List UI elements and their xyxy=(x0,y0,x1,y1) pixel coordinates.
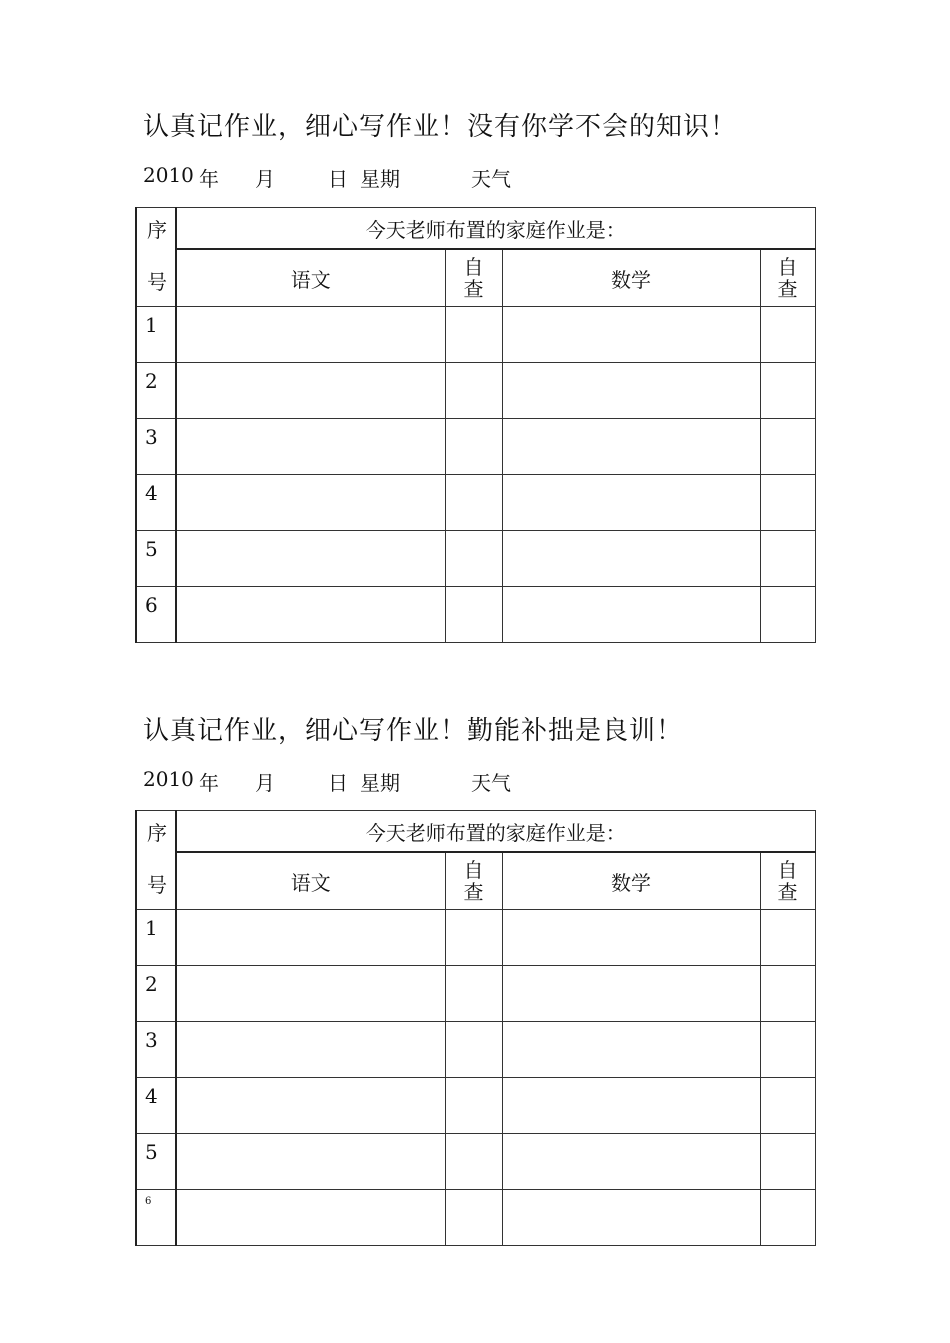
table-row xyxy=(136,587,815,643)
check-cell[interactable] xyxy=(445,1078,502,1134)
math-cell[interactable] xyxy=(502,419,760,475)
seq-header-top: 序 xyxy=(147,218,167,242)
check-cell[interactable] xyxy=(760,1078,815,1134)
math-cell[interactable] xyxy=(502,587,760,643)
check-cell[interactable] xyxy=(445,1134,502,1190)
homework-table xyxy=(135,207,816,643)
row-number: 4 xyxy=(136,1078,176,1134)
table-row xyxy=(136,966,815,1022)
row-number: 6 xyxy=(136,587,176,643)
table-row xyxy=(136,307,815,363)
table-row xyxy=(136,475,815,531)
year-value: 2010 xyxy=(143,767,194,791)
math-cell[interactable] xyxy=(502,363,760,419)
check-cell[interactable] xyxy=(445,1022,502,1078)
check-cell[interactable] xyxy=(760,966,815,1022)
row-number: 1 xyxy=(136,307,176,363)
check-cell[interactable] xyxy=(760,475,815,531)
check-cell[interactable] xyxy=(760,1022,815,1078)
table-row xyxy=(136,1190,815,1246)
row-number: 4 xyxy=(136,475,176,531)
motto-text: 认真记作业，细心写作业！没有你学不会的知识！ xyxy=(143,112,738,142)
self-check-bottom: 查 xyxy=(777,277,798,301)
self-check-bottom: 查 xyxy=(777,880,798,904)
check-cell[interactable] xyxy=(760,910,815,966)
table-row xyxy=(136,419,815,475)
table-row xyxy=(136,910,815,966)
math-cell[interactable] xyxy=(502,1022,760,1078)
math-cell[interactable] xyxy=(502,531,760,587)
chinese-cell[interactable] xyxy=(176,1190,445,1246)
check-cell[interactable] xyxy=(445,363,502,419)
self-check-top: 自 xyxy=(777,255,798,279)
year-value: 2010 xyxy=(143,163,194,187)
math-cell[interactable] xyxy=(502,1190,760,1246)
self-check-header xyxy=(760,852,815,910)
math-cell[interactable] xyxy=(502,910,760,966)
chinese-cell[interactable] xyxy=(176,587,445,643)
motto-text: 认真记作业，细心写作业！勤能补拙是良训！ xyxy=(143,716,684,746)
math-header: 数学 xyxy=(502,852,760,910)
table-row xyxy=(136,1134,815,1190)
year-label: 年 xyxy=(199,167,219,191)
seq-header-bottom: 号 xyxy=(147,270,167,294)
self-check-top: 自 xyxy=(463,858,484,882)
month-label: 月 xyxy=(255,771,275,795)
self-check-header xyxy=(445,249,502,307)
self-check-top: 自 xyxy=(463,255,484,279)
check-cell[interactable] xyxy=(760,1190,815,1246)
row-number: 3 xyxy=(136,1022,176,1078)
seq-header-top: 序 xyxy=(147,821,167,845)
self-check-bottom: 查 xyxy=(463,277,484,301)
weekday-label: 星期 xyxy=(360,771,400,795)
math-cell[interactable] xyxy=(502,1134,760,1190)
chinese-cell[interactable] xyxy=(176,419,445,475)
month-label: 月 xyxy=(255,167,275,191)
check-cell[interactable] xyxy=(445,419,502,475)
row-number: 2 xyxy=(136,363,176,419)
row-number: 2 xyxy=(136,966,176,1022)
chinese-cell[interactable] xyxy=(176,966,445,1022)
weather-label: 天气 xyxy=(471,771,511,795)
chinese-header: 语文 xyxy=(176,249,445,307)
check-cell[interactable] xyxy=(445,910,502,966)
homework-notice: 今天老师布置的家庭作业是： xyxy=(176,811,815,853)
homework-notice: 今天老师布置的家庭作业是： xyxy=(176,208,815,250)
check-cell[interactable] xyxy=(760,363,815,419)
chinese-cell[interactable] xyxy=(176,307,445,363)
day-label: 日 xyxy=(328,167,348,191)
row-number: 5 xyxy=(136,1134,176,1190)
self-check-bottom: 查 xyxy=(463,880,484,904)
check-cell[interactable] xyxy=(760,307,815,363)
year-label: 年 xyxy=(199,771,219,795)
self-check-header xyxy=(445,852,502,910)
check-cell[interactable] xyxy=(445,966,502,1022)
check-cell[interactable] xyxy=(445,307,502,363)
weekday-label: 星期 xyxy=(360,167,400,191)
chinese-cell[interactable] xyxy=(176,910,445,966)
self-check-header xyxy=(760,249,815,307)
table-row xyxy=(136,1022,815,1078)
day-label: 日 xyxy=(328,771,348,795)
check-cell[interactable] xyxy=(760,587,815,643)
seq-header-bottom: 号 xyxy=(147,873,167,897)
math-cell[interactable] xyxy=(502,1078,760,1134)
check-cell[interactable] xyxy=(445,587,502,643)
row-number: 1 xyxy=(136,910,176,966)
seq-header xyxy=(136,811,176,910)
check-cell[interactable] xyxy=(445,1190,502,1246)
chinese-cell[interactable] xyxy=(176,363,445,419)
check-cell[interactable] xyxy=(445,531,502,587)
weather-label: 天气 xyxy=(471,167,511,191)
row-number: 3 xyxy=(136,419,176,475)
check-cell[interactable] xyxy=(760,531,815,587)
row-number: 6 xyxy=(136,1190,176,1246)
chinese-cell[interactable] xyxy=(176,1022,445,1078)
check-cell[interactable] xyxy=(760,1134,815,1190)
table-row xyxy=(136,1078,815,1134)
table-row xyxy=(136,531,815,587)
chinese-header: 语文 xyxy=(176,852,445,910)
row-number: 5 xyxy=(136,531,176,587)
check-cell[interactable] xyxy=(445,475,502,531)
self-check-top: 自 xyxy=(777,858,798,882)
chinese-cell[interactable] xyxy=(176,531,445,587)
chinese-cell[interactable] xyxy=(176,1134,445,1190)
math-cell[interactable] xyxy=(502,475,760,531)
math-cell[interactable] xyxy=(502,307,760,363)
math-header: 数学 xyxy=(502,249,760,307)
chinese-cell[interactable] xyxy=(176,1078,445,1134)
seq-header xyxy=(136,208,176,307)
math-cell[interactable] xyxy=(502,966,760,1022)
homework-table xyxy=(135,810,816,1246)
chinese-cell[interactable] xyxy=(176,475,445,531)
table-row xyxy=(136,363,815,419)
check-cell[interactable] xyxy=(760,419,815,475)
